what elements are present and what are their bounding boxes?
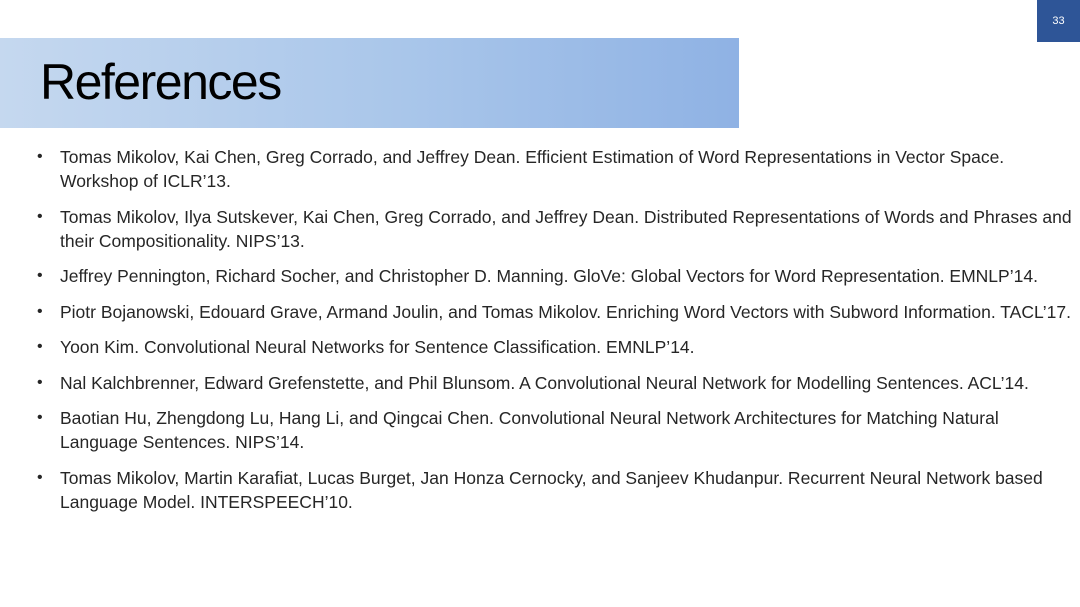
bullet-icon: • — [37, 148, 43, 165]
reference-text: Tomas Mikolov, Kai Chen, Greg Corrado, and Jeffrey Dean. Efficient Estimation of Word Representations in Vector Space. Workshop of ICLR’13. — [60, 147, 1005, 191]
bullet-icon: • — [37, 338, 43, 355]
bullet-icon: • — [37, 207, 43, 225]
reference-item — [0, 300, 1080, 324]
reference-item — [0, 406, 1080, 454]
reference-text: Tomas Mikolov, Ilya Sutskever, Kai Chen, Greg Corrado, and Jeffrey Dean. Distributed Representations of Words and Phrases and their Compositionality. NIPS’13. — [60, 206, 1072, 251]
bullet-icon: • — [37, 267, 43, 284]
bullet-icon: • — [37, 468, 43, 486]
reference-item — [0, 205, 1080, 253]
page-title: References — [40, 54, 281, 110]
reference-text: Piotr Bojanowski, Edouard Grave, Armand Joulin, and Tomas Mikolov. Enriching Word Vectors with Subword Information. TACL’17. — [60, 301, 1071, 322]
reference-text: Baotian Hu, Zhengdong Lu, Hang Li, and Qingcai Chen. Convolutional Neural Network Architectures for Matching Natural Language Sentences. NIPS’14. — [60, 408, 999, 452]
bullet-icon: • — [37, 373, 43, 391]
reference-text: Tomas Mikolov, Martin Karafiat, Lucas Burget, Jan Honza Cernocky, and Sanjeev Khudanpur. Recurrent Neural Network based Language Model. INTERSPEECH’10. — [60, 467, 1043, 512]
slide-number-badge — [1037, 0, 1080, 42]
reference-text: Jeffrey Pennington, Richard Socher, and Christopher D. Manning. GloVe: Global Vectors for Word Representation. EMNLP’14. — [60, 266, 1038, 286]
reference-item — [0, 264, 1080, 288]
reference-item — [0, 371, 1080, 395]
reference-item — [0, 145, 1080, 193]
bullet-icon: • — [37, 302, 43, 320]
reference-item — [0, 335, 1080, 359]
reference-list — [0, 145, 1080, 525]
reference-item — [0, 466, 1080, 514]
reference-text: Nal Kalchbrenner, Edward Grefenstette, and Phil Blunsom. A Convolutional Neural Network for Modelling Sentences. ACL’14. — [60, 372, 1029, 393]
reference-text: Yoon Kim. Convolutional Neural Networks for Sentence Classification. EMNLP’14. — [60, 337, 695, 357]
bullet-icon: • — [37, 409, 43, 426]
slide-number: 33 — [1052, 15, 1065, 27]
